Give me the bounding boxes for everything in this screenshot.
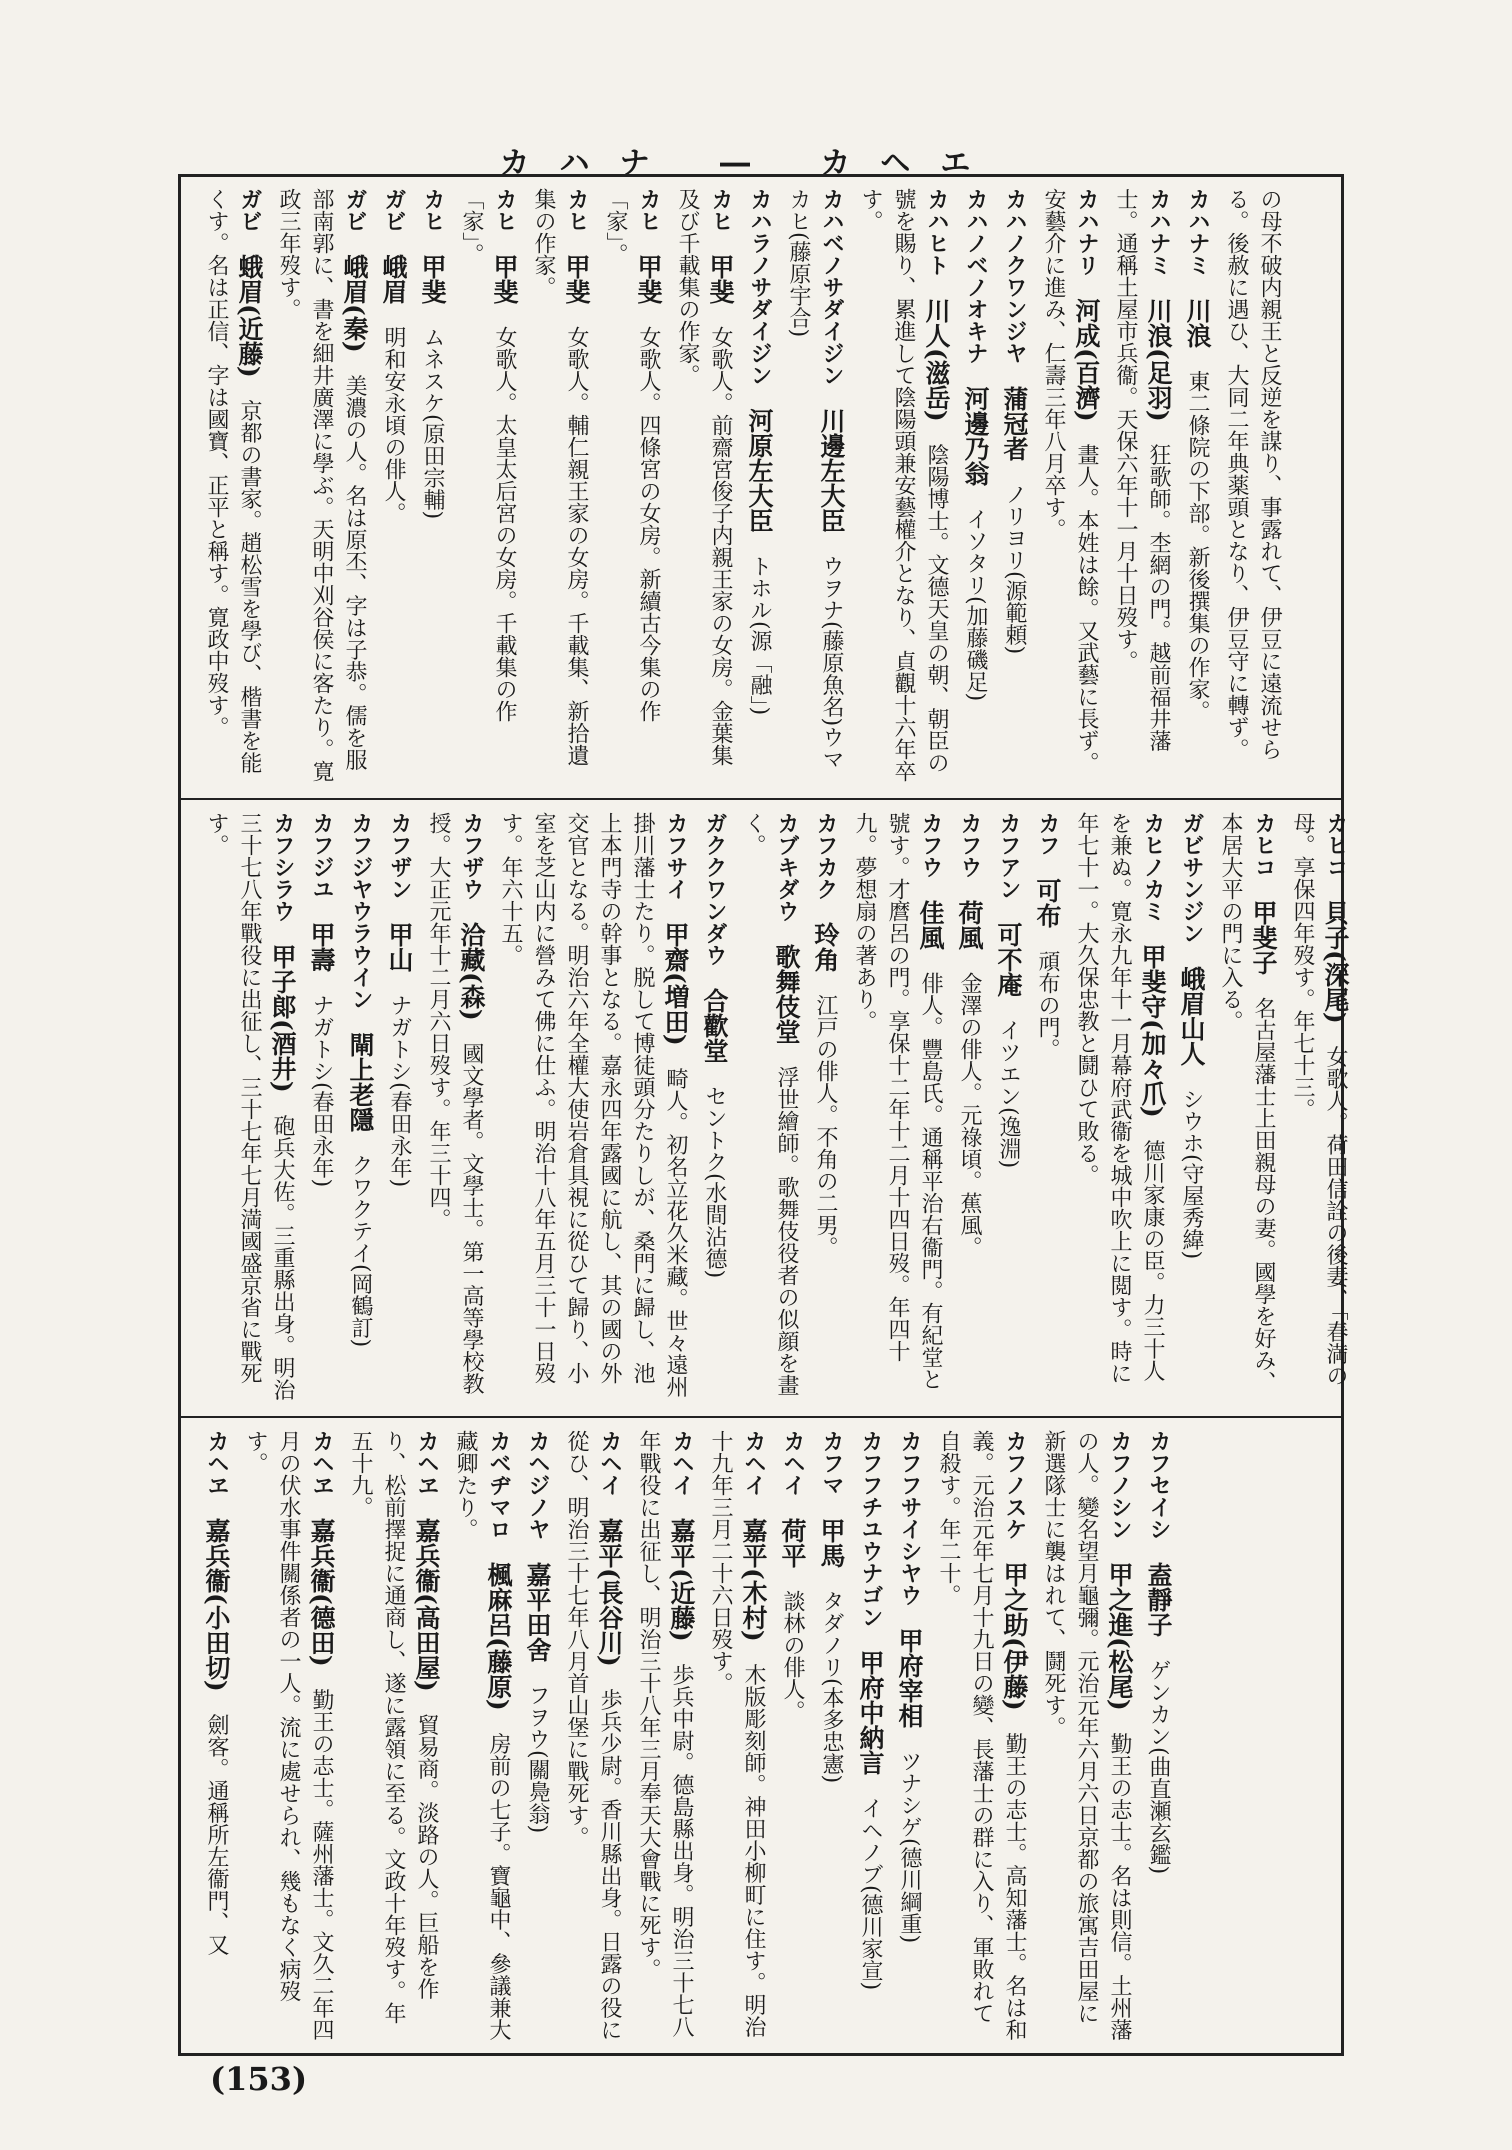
entry-headword: 甲斐 [490, 254, 519, 304]
dictionary-entry [449, 1430, 515, 2041]
dictionary-entry [344, 812, 377, 1403]
entry-text: 德川家康の臣。力三十人を兼ぬ。寛永九年十一月幕府武衞を城中吹上に閲す。時に年七十一。大久保忠教と鬪ひて敗る。 [1074, 812, 1165, 1384]
dictionary-entry [854, 1430, 887, 2041]
entry-text: 江戸の俳人。不角の二男。 [813, 994, 838, 1258]
entry-reading: カハラノサダイジン [747, 188, 772, 386]
entry-headword: 甲齋(増田) [661, 922, 690, 1046]
entry-text: ノリヨリ(源範頼) [1002, 483, 1027, 655]
entry-text: 房前の七子。寶龜中、參議兼大藏卿たり。 [453, 1430, 511, 2041]
entry-reading: ガビ [381, 188, 406, 232]
entry-reading: ガビサンジン [1179, 812, 1204, 944]
entry-text: 勤王の志士。薩州藩士。文久二年四月の伏水事件關係者の一人。流に處せられ、幾もなく病歿す。 [243, 1430, 334, 2041]
entry-reading: カフウ [918, 812, 943, 878]
entry-reading: カフフチユウナゴン [858, 1430, 883, 1628]
entry-headword: 荷平 [778, 1518, 807, 1568]
dictionary-entry [1109, 188, 1175, 784]
entry-headword: 甲府中納言 [856, 1650, 885, 1775]
dictionary-entry [455, 188, 521, 784]
entry-reading: カベヂマロ [486, 1430, 511, 1540]
dictionary-entry [953, 812, 986, 1403]
entry-reading: カハヒト [924, 188, 949, 276]
dictionary-entry [1175, 812, 1208, 1403]
dictionary-entry [200, 1430, 233, 2041]
entry-text: ツナシゲ(德川綱重) [897, 1750, 922, 1944]
dictionary-entry [494, 812, 692, 1403]
entry-headword: 峨眉(秦) [340, 254, 369, 353]
entry-text: シウホ(守屋秀緯) [1179, 1088, 1204, 1260]
entry-reading: カヘイ [669, 1430, 694, 1496]
entry-text: 美濃の人。名は原丕、字は子恭。儒を服部南郭に、書を細井廣澤に學ぶ。天明中刈谷侯に客たり。寛政三年歿す。 [276, 188, 367, 782]
dictionary-entry [893, 1430, 926, 2041]
entry-headword: 峨眉 [379, 254, 408, 304]
entry-text: 頑布の門。 [1035, 950, 1060, 1060]
entry-reading: ガビ [237, 188, 262, 232]
entry-headword: 閘上老隱 [346, 1032, 375, 1132]
entry-reading: カフザン [387, 812, 412, 900]
entry-text: 女歌人。太皇太后宮の女房。千載集の作「家」。 [459, 188, 517, 722]
dictionary-entry [422, 812, 488, 1403]
entry-headword: 甲斐 [634, 254, 663, 304]
dictionary-entry [1181, 188, 1214, 784]
entry-reading: カフノスケ [1002, 1430, 1027, 1540]
dictionary-entry [1037, 1430, 1136, 2041]
entry-headword: 河邊乃翁 [961, 386, 990, 486]
entry-text: 浮世繪師。歌舞伎役者の似顔を畫く。 [741, 812, 799, 1396]
dictionary-entry [854, 188, 953, 784]
entry-headword: 川邊左大臣 [817, 408, 846, 533]
entry-reading: カブキダウ [774, 812, 799, 922]
dictionary-entry [932, 1430, 1031, 2041]
running-header: カハナ ― カヘエ [499, 146, 1001, 181]
entry-text: 砲兵大佐。三重縣出身。明治三十七八年戰役に出征し、三十七年七月満國盛京省に戰死す。 [204, 812, 295, 1401]
entry-reading: カヘヱ [204, 1430, 229, 1496]
dictionary-entry [704, 1430, 770, 2041]
entry-text: イソタリ(加藤磯足) [963, 508, 988, 702]
dictionary-entry [305, 812, 338, 1403]
entry-reading: カハナミ [1185, 188, 1210, 276]
entry-reading: カフジユ [309, 812, 334, 900]
entry-text: 女歌人。輔仁親王家の女房。千載集、新拾遺集の作家。 [531, 188, 589, 766]
entry-text: 東二條院の下部。新後撰集の作家。 [1185, 370, 1210, 722]
bottom-section [178, 1418, 1344, 2053]
entry-reading: カハナミ [1146, 188, 1171, 276]
dictionary-entry [272, 188, 371, 784]
entry-headword: 嘉平(長谷川) [595, 1518, 624, 1667]
entry-reading: カフザウ [459, 812, 484, 900]
dictionary-entry [1037, 188, 1103, 784]
entry-headword: 可布 [1033, 878, 1062, 928]
entry-text: 明和安永頃の俳人。 [381, 326, 406, 524]
entry-reading: カヘイ [741, 1430, 766, 1496]
dictionary-entry [200, 812, 299, 1403]
dictionary-entry [998, 188, 1031, 784]
entry-reading: カハノベノオキナ [963, 188, 988, 364]
page-number: (153) [210, 2060, 308, 2098]
entry-text: 貿易商。淡路の人。巨船を作り、松前擇捉に通商し、遂に露領に至る。文政十年歿す。年五十九。 [348, 1430, 439, 2024]
entry-headword: 甲子郞(酒井) [268, 944, 297, 1093]
entry-text: 談林の俳人。 [780, 1590, 805, 1722]
dictionary-entry [200, 188, 266, 784]
entry-headword: 嘉兵衞(小田切) [202, 1518, 231, 1692]
dictionary-entry [1142, 1430, 1175, 2041]
entry-headword: 蒲冠者 [1000, 386, 1029, 461]
entry-text: 陰陽博士。文德天皇の朝、朝臣の號を賜り、累進して陰陽頭兼安藝權介となり、貞觀十六年卒す。 [858, 188, 949, 782]
entry-reading: ガククワンダウ [702, 812, 727, 966]
entry-reading: カフジヤウラウイン [348, 812, 373, 1010]
entry-headword: 盍靜子 [1144, 1562, 1173, 1637]
entry-headword: 荷風 [955, 900, 984, 950]
entry-reading: カフ [1035, 812, 1060, 856]
dictionary-entry [521, 1430, 554, 2041]
entry-headword: 可不庵 [994, 922, 1023, 997]
entry-headword: 佳風 [916, 900, 945, 950]
entry-headword: 川浪(足羽) [1144, 298, 1173, 422]
entry-reading: カフサイ [663, 812, 688, 900]
entry-reading: カヒ [564, 188, 589, 232]
entry-reading: カハナリ [1074, 188, 1099, 276]
dictionary-entry [698, 812, 731, 1403]
entry-text: ゲンカン(曲直瀬玄鑑) [1146, 1659, 1171, 1875]
entry-reading: カヘイ [780, 1430, 805, 1496]
entry-reading: カフアン [996, 812, 1021, 900]
top-section [178, 176, 1344, 796]
dictionary-entry [416, 188, 449, 784]
dictionary-entry [671, 188, 737, 784]
entry-text: 金澤の俳人。元祿頃。蕉風。 [957, 972, 982, 1258]
entry-text: 國文學者。文學士。第一高等學校教授。大正元年十二月六日歿す。年三十四。 [426, 812, 484, 1395]
entry-text: 女歌人。前齋宮俊子内親王家の女房。金葉集及び千載集の作家。 [675, 188, 733, 766]
entry-text: ムネスケ(原田宗輔) [420, 326, 445, 520]
entry-text: 劍客。通稱所左衞門、又 [204, 1713, 229, 1956]
dictionary-entry [1070, 812, 1169, 1403]
entry-reading: カヒ [636, 188, 661, 232]
entry-reading: カヒノカミ [1140, 812, 1165, 922]
entry-headword: 川人(滋岳) [922, 298, 951, 422]
entry-text: 歩兵中尉。德島縣出身。明治三十七八年戰役に出征し、明治三十八年三月奉天大會戰に死す。 [636, 1430, 694, 2038]
entry-reading: カフマ [819, 1430, 844, 1496]
dictionary-entry [737, 812, 803, 1403]
entry-headword: 河原左大臣 [745, 408, 774, 533]
entry-text: 女歌人。四條宮の女房。新續古今集の作「家」。 [603, 188, 661, 722]
entry-reading: カヒコ [1251, 812, 1276, 878]
entry-headword: 甲府宰相 [895, 1628, 924, 1728]
dictionary-entry [776, 1430, 809, 2041]
dictionary-entry [809, 812, 842, 1403]
dictionary-entry [848, 812, 947, 1403]
entry-text: 畫人。本姓は餘。又武藝に長ず。安藝介に進み、仁壽三年八月卒す。 [1041, 188, 1099, 774]
entry-headword: 歌舞伎堂 [772, 944, 801, 1044]
entry-reading: カフセイシ [1146, 1430, 1171, 1540]
entry-text: 名古屋藩士上田親母の妻。國學を好み、本居大平の門に入る。 [1218, 812, 1276, 1393]
entry-headword: 嘉兵衞(德田) [307, 1518, 336, 1667]
entry-headword: 川浪 [1183, 298, 1212, 348]
entry-text: 勤王の志士。高知藩士。名は和義。元治元年七月十九日の變、長藩士の群に入り、軍敗れて自殺す。年二十。 [936, 1430, 1027, 2041]
entry-text: 狂歌師。杢網の門。越前福井藩士。通稱土屋市兵衞。天保六年十一月十日歿す。 [1113, 188, 1171, 752]
dictionary-entry [815, 1430, 848, 2041]
entry-headword: 嘉平田舍 [523, 1562, 552, 1662]
entry-reading: カヒコ [1323, 812, 1348, 878]
entry-reading: カヒ [492, 188, 517, 232]
entry-headword: 甲山 [385, 922, 414, 972]
dictionary-entry [782, 188, 848, 784]
entry-reading: カフシラウ [270, 812, 295, 922]
entry-headword: 峨眉山人 [1177, 966, 1206, 1066]
entry-text: クワクテイ(岡鶴訂) [348, 1154, 373, 1348]
dictionary-entry [377, 188, 410, 784]
entry-reading: カヒ [420, 188, 445, 232]
entry-text: 歩兵少尉。香川縣出身。日露の役に從ひ、明治三十七年八月首山堡に戰死す。 [564, 1430, 622, 2041]
entry-reading: ガビ [342, 188, 367, 232]
entry-reading: カヒ [708, 188, 733, 232]
dictionary-entry [383, 812, 416, 1403]
entry-headword: 蛾眉(近藤) [235, 254, 264, 378]
entry-headword: 甲壽 [307, 922, 336, 972]
entry-headword: 嘉平(木村) [739, 1518, 768, 1642]
entry-reading: カフフサイシヤウ [897, 1430, 922, 1606]
entry-reading: カハノクワンジヤ [1002, 188, 1027, 364]
entry-text: 畸人。初名立花久米藏。世々遠州掛川藩士たり。脱して博徒頭分たりしが、桑門に歸し、池上本門寺の幹事となる。嘉永四年露國に航し、其の國の外交官となる。明治六年全權大使岩倉具視に從ひて歸り、小室を芝山内に營みて佛に仕ふ。明治十八年五月三十一日歿す。年六十五。 [498, 812, 688, 1398]
entry-reading: カヘイ [597, 1430, 622, 1496]
dictionary-entry [527, 188, 593, 784]
entry-text: フヲウ(關鳧翁) [525, 1684, 550, 1834]
entry-headword: 甲斐 [706, 254, 735, 304]
entry-headword: 嘉兵衞(高田屋) [412, 1518, 441, 1692]
entry-headword: 嘉平(近藤) [667, 1518, 696, 1642]
entry-reading: カヘヱ [414, 1430, 439, 1496]
dictionary-entry [992, 812, 1025, 1403]
middle-section [178, 800, 1350, 1415]
dictionary-entry [1214, 812, 1280, 1403]
entry-reading: カヘヱ [309, 1430, 334, 1496]
entry-headword: 甲斐 [562, 254, 591, 304]
entry-text: 俳人。豐島氏。通稱平治右衞門。有紀堂と號す。才麿呂の門。享保十二年十二月十四日歿。年四十九。夢想扇の著あり。 [852, 812, 943, 1390]
entry-text: の母不破内親王と反逆を謀り、事露れて、伊豆に遠流せらる。後赦に遇ひ、大同二年典薬頭となり、伊豆守に轉ず。 [1224, 188, 1282, 760]
entry-text: ナガトシ(春田永年) [387, 994, 412, 1188]
dictionary-entry [239, 1430, 338, 2041]
entry-reading: カハベノサダイジン [819, 188, 844, 386]
entry-headword: 貝子(深尾) [1321, 900, 1350, 1024]
entry-text: ナガトシ(春田永年) [309, 994, 334, 1188]
entry-text: 木版彫刻師。神田小柳町に住す。明治十九年三月二十六日歿す。 [708, 1430, 766, 2038]
dictionary-entry [1220, 188, 1286, 784]
dictionary-entry [599, 188, 665, 784]
entry-text: セントク(水間沾德) [702, 1085, 727, 1279]
dictionary-entry [743, 188, 776, 784]
entry-reading: カフウ [957, 812, 982, 878]
entry-text: トホル(源「融」) [747, 555, 772, 716]
entry-text: イヘノブ(德川家宣) [858, 1797, 883, 1991]
entry-headword: 楓麻呂(藤原) [484, 1562, 513, 1711]
entry-text: 勤王の志士。名は則信。土州藩の人。變名望月龜彌。元治元年六月六日京都の旅寓吉田屋に新選隊士に襲はれて、鬪死す。 [1041, 1430, 1132, 2041]
dictionary-entry [959, 188, 992, 784]
entry-headword: 河成(百濟) [1072, 298, 1101, 422]
dictionary-entry [560, 1430, 626, 2041]
dictionary-entry [1031, 812, 1064, 1403]
entry-headword: 甲之助(伊藤) [1000, 1562, 1029, 1711]
entry-headword: 甲之進(松尾) [1105, 1562, 1134, 1711]
entry-reading: カフカク [813, 812, 838, 900]
entry-headword: 合歡堂 [700, 988, 729, 1063]
entry-reading: カフノシン [1107, 1430, 1132, 1540]
entry-headword: 甲斐子 [1249, 900, 1278, 975]
entry-headword: 甲斐 [418, 254, 447, 304]
entry-headword: 玲角 [811, 922, 840, 972]
dictionary-entry [632, 1430, 698, 2041]
entry-text: 女歌人。荷田信詮の後妻、「春満の母。享保四年歿す。年七十三。 [1290, 812, 1348, 1387]
entry-text: ウヲナ(藤原魚名)ウマカヒ(藤原宇合) [786, 188, 844, 771]
dictionary-entry [344, 1430, 443, 2041]
entry-text: 京都の書家。趙松雪を學び、楷書を能くす。名は正信、字は國寶、正平と稱す。寛政中歿す。 [204, 188, 262, 774]
entry-headword: 洽藏(森) [457, 922, 486, 1021]
entry-headword: 甲斐守(加々爪) [1138, 944, 1167, 1118]
entry-reading: カヘジノヤ [525, 1430, 550, 1540]
entry-headword: 甲馬 [817, 1518, 846, 1568]
entry-text: イツエン(逸淵) [996, 1019, 1021, 1169]
entry-text: タダノリ(本多忠憲) [819, 1590, 844, 1784]
dictionary-entry [1286, 812, 1352, 1403]
